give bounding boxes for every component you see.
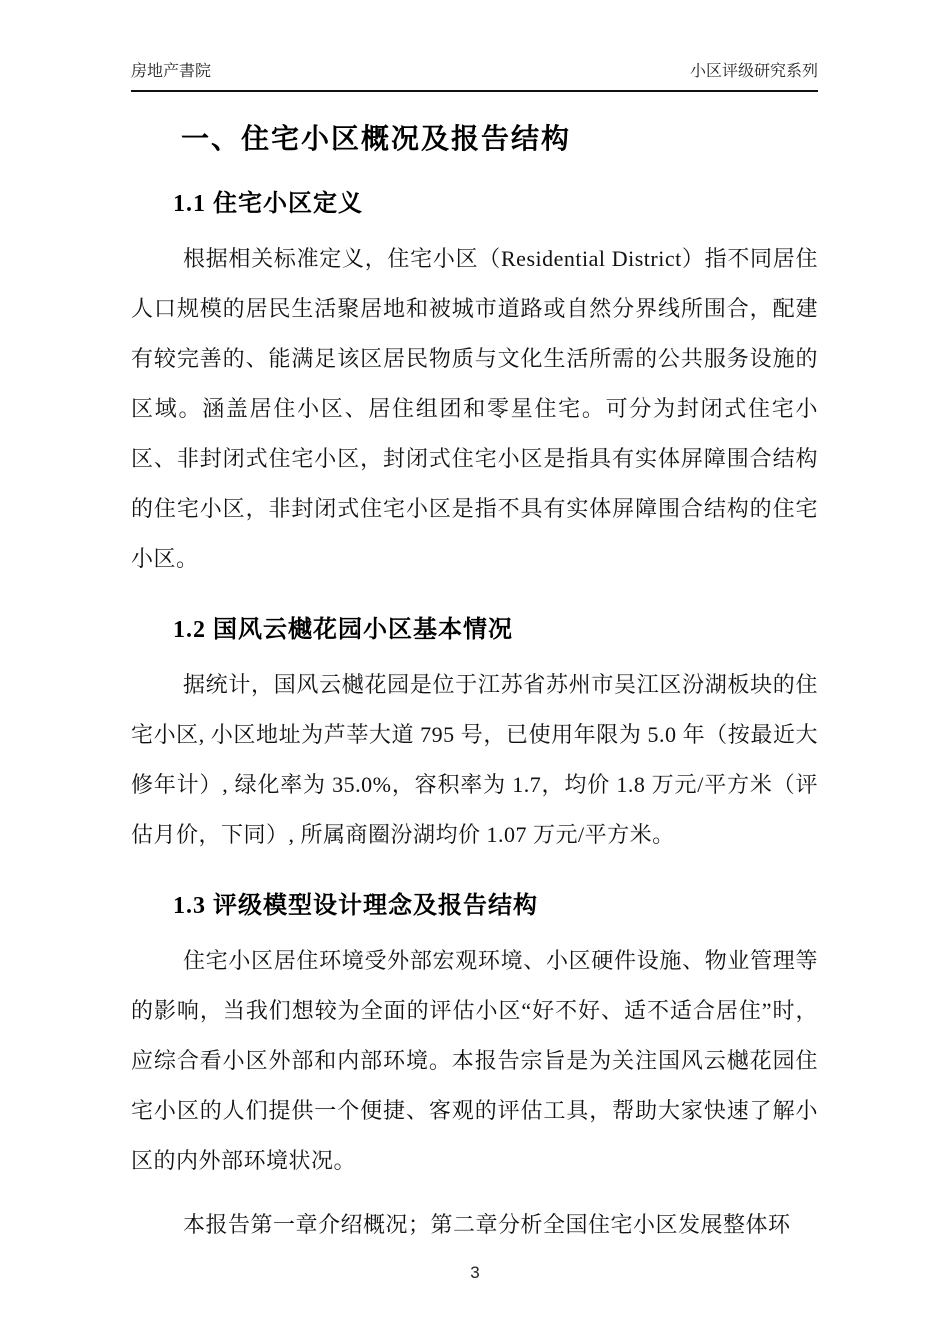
section-community-basic-info <box>131 614 818 860</box>
section-1-1-paragraph: 根据相关标准定义，住宅小区（Residential District）指不同居住人口规模的居民生活聚居地和被城市道路或自然分界线所围合，配建有较完善的、能满足该区居民物质与文化生活所需的公共服务设施的区域。涵盖居住小区、居住组团和零星住宅。可分为封闭式住宅小区、非封闭式住宅小区，封闭式住宅小区是指具有实体屏障围合结构的住宅小区，非封闭式住宅小区是指不具有实体屏障围合结构的住宅小区。 <box>131 246 818 571</box>
section-rating-model-structure <box>131 890 818 1250</box>
section-1-1-heading: 1.1 住宅小区定义 <box>173 191 363 217</box>
section-1-3-paragraph-1: 住宅小区居住环境受外部宏观环境、小区硬件设施、物业管理等的影响，当我们想较为全面的评估小区“好不好、适不适合居住”时，应综合看小区外部和内部环境。本报告宗旨是为关注国风云樾花园住宅小区的人们提供一个便捷、客观的评估工具，帮助大家快速了解小区的内外部环境状况。 <box>131 948 818 1173</box>
section-residential-district-definition <box>131 188 818 584</box>
page-number: 3 <box>470 1263 480 1282</box>
section-1-2-paragraph: 据统计，国风云樾花园是位于江苏省苏州市吴江区汾湖板块的住宅小区, 小区地址为芦莘大道 795 号，已使用年限为 5.0 年（按最近大修年计）, 绿化率为 35.0%，容积率为 1.7，均价 1.8 万元/平方米（评估月价，下同）, 所属商圈汾湖均价 1.07 万元/平方米。 <box>131 672 818 847</box>
page-header <box>131 62 818 92</box>
section-1-3-paragraph-2: 本报告第一章介绍概况；第二章分析全国住宅小区发展整体环 <box>183 1212 791 1237</box>
section-1-3-heading: 1.3 评级模型设计理念及报告结构 <box>173 893 538 919</box>
header-right-text: 小区评级研究系列 <box>689 63 818 80</box>
page-content <box>131 122 818 1250</box>
section-1-2-heading: 1.2 国风云樾花园小区基本情况 <box>173 617 513 643</box>
chapter-title: 一、住宅小区概况及报告结构 <box>181 124 572 155</box>
header-left-text: 房地产書院 <box>131 63 212 80</box>
